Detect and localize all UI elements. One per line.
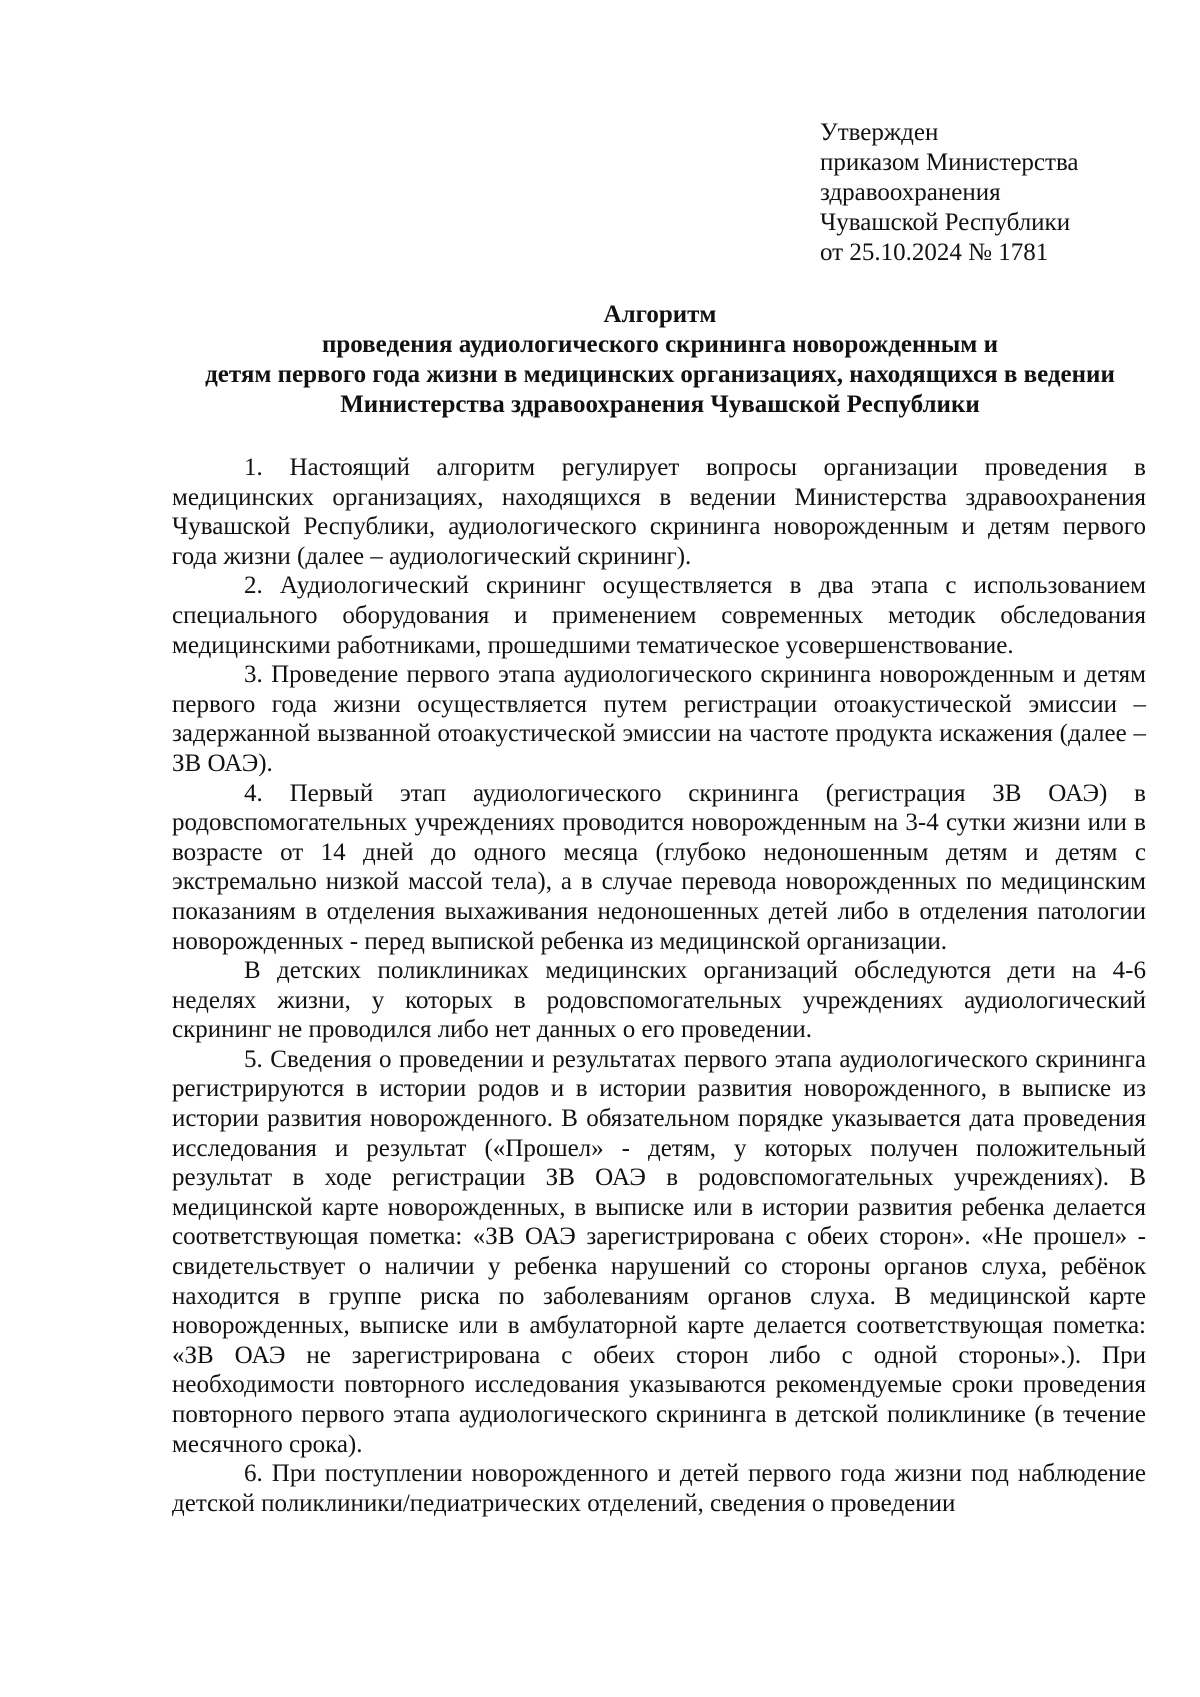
document-body — [172, 453, 1146, 1518]
paragraph-3: 3. Проведение первого этапа аудиологического скрининга новорожденным и детям первого года жизни осуществляется путем регистрации отоакустической эмиссии – задержанной вызванной отоакустической эмиссии на частоте продукта искажения (далее – ЗВ ОАЭ). — [172, 661, 1146, 777]
paragraph-4-continued: В детских поликлиниках медицинских организаций обследуются дети на 4-6 неделях жизни, у которых в родовспомогательных учреждениях аудиологический скрининг не проводился либо нет данных о его проведении. — [172, 957, 1146, 1044]
paragraph-1: 1. Настоящий алгоритм регулирует вопросы организации проведения в медицинских организациях, находящихся в ведении Министерства здравоохранения Чувашской Республики, аудиологического скрининга новорожденным и детям первого года жизни (далее – аудиологический скрининг). — [172, 454, 1146, 570]
title-line: Алгоритм — [603, 301, 717, 328]
title-line: Министерства здравоохранения Чувашской Республики — [340, 391, 980, 418]
document-title — [160, 300, 1160, 420]
paragraph-5: 5. Сведения о проведении и результатах первого этапа аудиологического скрининга регистрируются в истории родов и в истории развития новорожденного, в выписке из истории развития новорожденного. В обязательном порядке указывается дата проведения исследования и результат («Прошел» - детям, у которых получен положительный результат в ходе регистрации ЗВ ОАЭ в родовспомогательных учреждениях). В медицинской карте новорожденных, в выписке или в истории развития ребенка делается соответствующая пометка: «ЗВ ОАЭ зарегистрирована с обеих сторон». «Не прошел» - свидетельствует о наличии у ребенка нарушений со стороны органов слуха, ребёнок находится в группе риска по заболеваниям органов слуха. В медицинской карте новорожденных, выписке или в амбулаторной карте делается соответствующая пометка: «ЗВ ОАЭ не зарегистрирована с обеих сторон либо с одной стороны».). При необходимости повторного исследования указываются рекомендуемые сроки проведения повторного первого этапа аудиологического скрининга в детской поликлинике (в течение месячного срока). — [172, 1045, 1146, 1458]
approval-line: приказом Министерства — [820, 149, 1079, 176]
paragraph-4: 4. Первый этап аудиологического скрининга (регистрация ЗВ ОАЭ) в родовспомогательных учреждениях проводится новорожденным на 3-4 сутки жизни или в возрасте от 14 дней до одного месяца (глубоко недоношенным детям и детям с экстремально низкой массой тела), а в случае перевода новорожденных по медицинским показаниям в отделения выхаживания недоношенных детей либо в отделения патологии новорожденных - перед выпиской ребенка из медицинской организации. — [172, 779, 1146, 955]
approval-stamp-block — [820, 118, 1180, 268]
approval-line: от 25.10.2024 № 1781 — [820, 239, 1049, 266]
title-line: детям первого года жизни в медицинских организациях, находящихся в ведении — [205, 361, 1115, 388]
paragraph-6: 6. При поступлении новорожденного и детей первого года жизни под наблюдение детской поликлиники/педиатрических отделений, сведения о проведении — [172, 1460, 1146, 1517]
paragraph-2: 2. Аудиологический скрининг осуществляется в два этапа с использованием специального оборудования и применением современных методик обследования медицинскими работниками, прошедшими тематическое усовершенствование. — [172, 572, 1146, 659]
approval-line: Чувашской Республики — [820, 209, 1071, 236]
title-line: проведения аудиологического скрининга новорожденным и — [322, 331, 998, 358]
approval-line: Утвержден — [820, 119, 939, 146]
approval-line: здравоохранения — [820, 179, 1001, 206]
